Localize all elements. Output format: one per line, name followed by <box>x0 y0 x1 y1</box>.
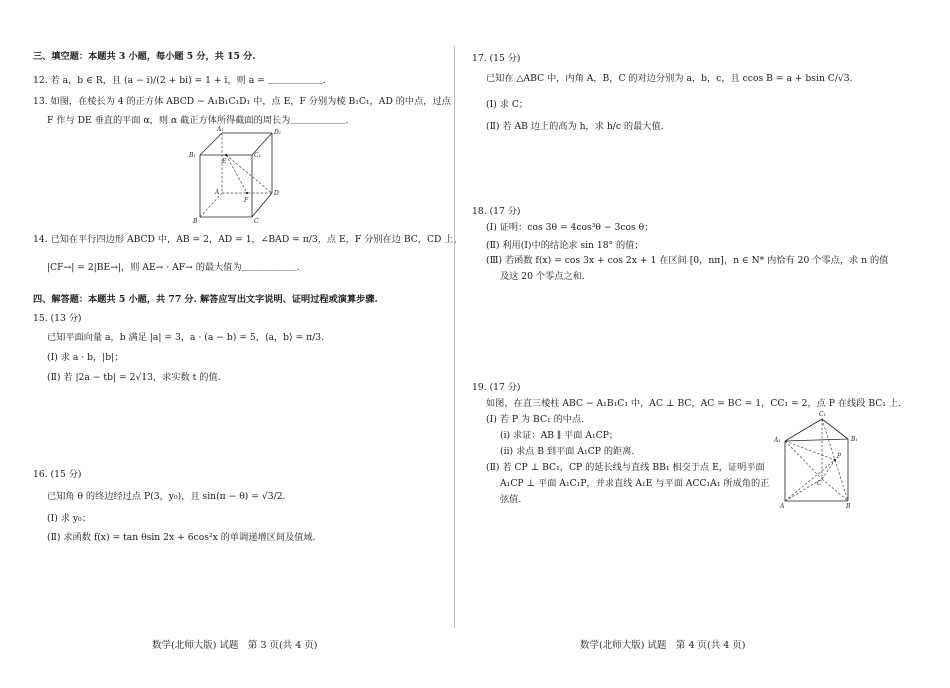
cube-label-a: A <box>215 189 220 196</box>
prism-label-c1: C₁ <box>819 411 826 418</box>
question-16-stem: 已知角 θ 的终边经过点 P(3，y₀)，且 sin(π − θ) = √3/2. <box>47 491 286 502</box>
cube-label-a1: A₁ <box>217 126 224 133</box>
question-18-part-2: (Ⅱ) 利用(Ⅰ)中的结论求 sin 18° 的值； <box>486 240 644 251</box>
question-13-line-1: 13. 如图，在棱长为 4 的正方体 ABCD − A₁B₁C₁D₁ 中，点 E，F 分别为棱 B₁C₁，AD 的中点，过点 <box>33 96 451 107</box>
cube-label-f: F <box>244 197 249 204</box>
question-12: 12. 若 a，b ∈ R，且 (a − i)/(2 + bi) = 1 + i，则 a = ＿＿＿＿＿＿. <box>33 75 326 86</box>
question-18-part-1: (Ⅰ) 证明：cos 3θ = 4cos³θ − 3cos θ； <box>486 222 654 233</box>
question-19-stem: 如图，在直三棱柱 ABC − A₁B₁C₁ 中，AC ⊥ BC，AC = BC = 1，CC₁ = 2，点 P 在线段 BC₁ 上. <box>486 398 901 409</box>
question-19-part-1-i: (ⅰ) 求证：AB ∥ 平面 A₁CP； <box>500 430 619 441</box>
question-15-stem: 已知平面向量 a，b 满足 |a| = 3，a · (a − b) = 5，⟨a，b⟩ = π/3. <box>47 332 325 343</box>
prism-label-c: C <box>817 480 822 487</box>
question-19-part-2-line-1: (Ⅱ) 若 CP ⊥ BC₁，CP 的延长线与直线 BB₁ 相交于点 E，证明平面 <box>486 462 765 473</box>
prism-label-b: B <box>846 503 851 510</box>
cube-label-d: D <box>274 190 279 197</box>
footer-page-3: 数学(北师大版) 试题 第 3 页(共 4 页) <box>152 640 318 651</box>
question-17-part-2: (Ⅱ) 若 AB 边上的高为 h，求 h/c 的最大值. <box>486 121 664 132</box>
prism-label-p: P <box>837 453 842 460</box>
question-17-part-1: (Ⅰ) 求 C； <box>486 99 529 110</box>
cube-label-c: C <box>254 218 259 225</box>
question-16-part-1: (Ⅰ) 求 y₀； <box>47 513 91 524</box>
question-15-part-1: (Ⅰ) 求 a · b，|b|； <box>47 352 124 363</box>
question-16-part-2: (Ⅱ) 求函数 f(x) = tan θsin 2x + 6cos²x 的单调递增区间及值域. <box>47 532 316 543</box>
question-14-line-1: 14. 已知在平行四边形 ABCD 中，AB = 2，AD = 1，∠BAD = π/3，点 E，F 分别在边 BC，CD 上， <box>33 234 463 245</box>
cube-label-b1: B₁ <box>189 152 196 159</box>
prism-label-a1: A₁ <box>774 437 781 444</box>
question-17-heading: 17. (15 分) <box>472 53 521 64</box>
page-divider <box>454 46 455 628</box>
question-16-heading: 16. (15 分) <box>33 469 82 480</box>
cube-label-b: B <box>193 218 198 225</box>
question-17-stem: 已知在 △ABC 中，内角 A，B，C 的对边分别为 a，b，c，且 ccos B = a + bsin C/√3. <box>486 73 853 84</box>
prism-label-a: A <box>780 503 785 510</box>
question-15-heading: 15. (13 分) <box>33 313 82 324</box>
question-18-part-3-line-1: (Ⅲ) 若函数 f(x) = cos 3x + cos 2x + 1 在区间 [0，nπ]，n ∈ N* 内恰有 20 个零点，求 n 的值 <box>486 255 889 266</box>
cube-label-d1: D₁ <box>274 129 282 136</box>
question-19-heading: 19. (17 分) <box>472 382 521 393</box>
question-19-part-2-line-3: 弦值. <box>500 494 522 505</box>
question-18-heading: 18. (17 分) <box>472 206 521 217</box>
section-3-heading: 三、填空题：本题共 3 小题，每小题 5 分，共 15 分. <box>33 51 256 62</box>
question-19-part-1: (Ⅰ) 若 P 为 BC₁ 的中点. <box>486 414 585 425</box>
footer-page-4: 数学(北师大版) 试题 第 4 页(共 4 页) <box>580 640 746 651</box>
prism-label-b1: B₁ <box>851 436 858 443</box>
section-4-heading: 四、解答题：本题共 5 小题，共 77 分. 解答应写出文字说明、证明过程或演算步骤. <box>33 294 378 305</box>
cube-label-e: E <box>222 158 227 165</box>
question-13-line-2: F 作与 DE 垂直的平面 α，则 α 截正方体所得截面的周长为＿＿＿＿＿＿. <box>47 115 349 126</box>
cube-figure <box>180 126 280 226</box>
question-15-part-2: (Ⅱ) 若 |2a − tb| = 2√13，求实数 t 的值. <box>47 372 221 383</box>
question-19-part-1-ii: (ⅱ) 求点 B 到平面 A₁CP 的距离. <box>500 446 635 457</box>
question-14-line-2: |CF→| = 2|BE→|，则 AE→ · AF→ 的最大值为＿＿＿＿＿＿. <box>47 262 300 273</box>
question-18-part-3-line-2: 及这 20 个零点之和. <box>500 271 585 282</box>
question-19-part-2-line-2: A₁CP ⊥ 平面 A₁C₁P，并求直线 A₁E 与平面 ACC₁A₁ 所成角的正 <box>500 478 770 489</box>
cube-label-c1: C₁ <box>254 152 261 159</box>
prism-figure <box>770 408 870 510</box>
